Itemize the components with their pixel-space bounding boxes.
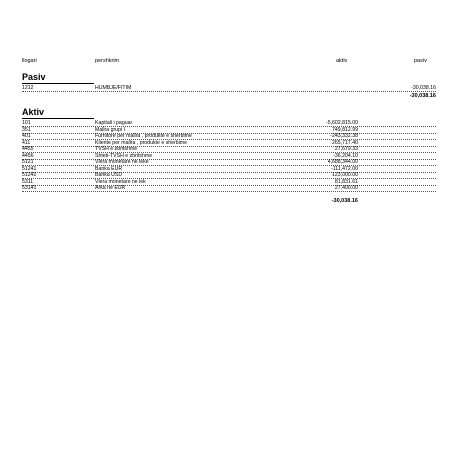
aktiv-cell: -36,204.10 (333, 152, 358, 159)
section-title-aktiv: Aktiv (22, 107, 45, 117)
account-cell: 53141 (22, 185, 37, 191)
aktiv-cell: -243,332.38 (330, 133, 358, 139)
col-header-aktiv: aktiv (336, 58, 348, 64)
account-cell: 4456 (22, 152, 34, 159)
name-cell: Kapitali i paguar (95, 120, 133, 126)
col-header-account: llogari (22, 58, 37, 64)
name-cell: HUMBJE/FITIM (95, 85, 132, 91)
account-cell: 1212 (22, 85, 34, 91)
aktiv-cell: 27,400.00 (334, 185, 358, 191)
pasiv-total: -30,038.16 (409, 93, 436, 99)
name-cell: Vlera monetare ne leke (95, 159, 149, 165)
account-cell: 401 (22, 133, 31, 139)
account-cell: 5121 (22, 159, 34, 165)
account-cell: 51241 (22, 165, 37, 172)
account-cell: 411 (22, 139, 31, 146)
account-cell: 5311 (22, 178, 34, 185)
name-cell: TVSH e zbritshme (95, 146, 138, 152)
name-cell: Vlera monetare ne lek (95, 178, 146, 185)
name-cell: Banka EUR (95, 165, 123, 172)
col-header-pasiv: pasiv (414, 58, 427, 64)
aktiv-cell: 27,679.33 (334, 146, 358, 152)
aktiv-cell: 265,717.40 (332, 139, 358, 146)
account-cell: 51242 (22, 172, 37, 178)
aktiv-cell: 749,812.99 (332, 126, 358, 133)
aktiv-total: -30,038.16 (331, 198, 358, 204)
section-rule-pasiv (22, 83, 94, 84)
aktiv-cell: 4,688,344.00 (327, 159, 358, 165)
account-cell: 4455 (22, 146, 34, 152)
aktiv-cell: 81,831.61 (334, 178, 358, 185)
account-cell: 351 (22, 126, 31, 133)
name-cell: Mallra grupi I (95, 126, 125, 133)
section-rule-aktiv (22, 118, 94, 119)
aktiv-cell: -111,472.00 (331, 165, 358, 172)
account-cell: 101 (22, 120, 31, 126)
pasiv-cell: -30,038.16 (411, 85, 436, 91)
section-title-pasiv: Pasiv (22, 72, 46, 82)
table-row (22, 85, 436, 92)
aktiv-cell: 123,000.00 (332, 172, 358, 178)
name-cell: Kliente per mallra , produkte e sherbime (95, 139, 187, 146)
col-header-name: pershkrim (95, 58, 120, 64)
name-cell: Banka USD (95, 172, 123, 178)
aktiv-cell: -5,602,815.00 (325, 120, 358, 126)
name-cell: Shteti-TVSH e zbritshme (95, 152, 153, 159)
table-row (22, 185, 436, 192)
name-cell: Furnitore per mallra , produkte e sherbime (95, 133, 192, 139)
name-cell: Arka ne EUR (95, 185, 126, 191)
